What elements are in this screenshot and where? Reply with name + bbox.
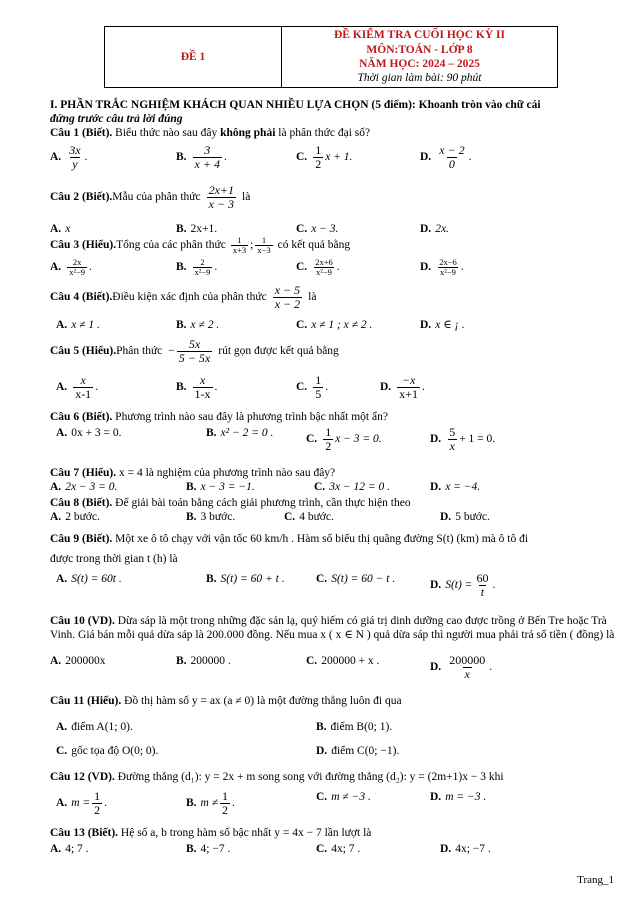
question-12: Câu 12 (VD). Đường thẳng (d₁): y = 2x + m song song với đường thẳng (d₂): y = (2m+1)x − 3 khi xyxy=(50,771,504,783)
option-c[interactable]: C. $\frac{1}{2}$ x − 3 = 0. xyxy=(306,425,382,453)
option-a[interactable]: A. $\frac{2x}{\text{x²−9}}$ . xyxy=(50,257,92,277)
option-a[interactable]: A. 2x − 3 = 0. xyxy=(50,481,118,493)
question-11-options-row2 xyxy=(50,744,610,760)
question-4: Câu 4 (Biết). Điều kiện xác định của phân thức $\frac{x - 5}{x - 2}$ là xyxy=(50,283,317,311)
option-d[interactable]: D. 5 bước. xyxy=(440,511,490,523)
option-b[interactable]: B. $\frac{3}{x + 4}$ . xyxy=(176,143,227,171)
option-c[interactable]: C. 200000 + x . xyxy=(306,655,380,667)
exam-info-cell xyxy=(282,27,557,87)
question-1-options xyxy=(50,144,610,174)
question-7: Câu 7 (Hiểu). x = 4 là nghiệm của phương trình nào sau đây? xyxy=(50,467,336,479)
question-7-options xyxy=(50,480,610,496)
option-c[interactable]: C. $\frac{1}{5}$ . xyxy=(296,373,329,401)
option-a[interactable]: A. 2 bước. xyxy=(50,511,100,523)
question-9-continued: được trong thời gian t (h) là xyxy=(50,553,178,565)
option-d[interactable]: D. $\frac{200000}{x}$ . xyxy=(430,653,493,681)
option-b[interactable]: B. x² − 2 = 0 . xyxy=(206,427,274,439)
exam-code: ĐỀ 1 xyxy=(180,50,206,63)
exam-year: NĂM HỌC: 2024 – 2025 xyxy=(359,58,480,70)
option-c[interactable]: C. $\frac{2x+6}{\text{x²−9}}$ . xyxy=(296,257,340,277)
exam-subject: MÔN:TOÁN - LỚP 8 xyxy=(366,43,473,56)
question-10: Câu 10 (VD). Dừa sáp là một trong những đặc sản lạ, quý hiếm có giá trị dinh dưỡng cao được trồng ở Bến Tre hoặc Trà Vinh. Giá bán mỗi quả dừa sáp là 200.000 đồng. Nếu mua x ( x ∈ N ) quả dừa sáp thì người mua phải trả số tiền ( đồng) là xyxy=(50,615,615,642)
option-c[interactable]: C. $\frac{1}{2}$ x + 1. xyxy=(296,143,353,171)
option-d[interactable]: D. 2x. xyxy=(420,223,449,235)
option-c[interactable]: C. S(t) = 60 − t . xyxy=(316,573,396,585)
option-b[interactable]: B. 200000 . xyxy=(176,655,231,667)
option-b[interactable]: B. 2x+1. xyxy=(176,223,218,235)
question-9-options xyxy=(50,572,610,602)
option-b[interactable]: B. 3 bước. xyxy=(186,511,236,523)
option-a[interactable]: A. $\frac{x}{x-1}$ . xyxy=(56,373,99,401)
question-8-options xyxy=(50,510,610,526)
option-b[interactable]: B. điểm B(0; 1). xyxy=(316,721,393,733)
option-c[interactable]: C. 3x − 12 = 0 . xyxy=(314,481,391,493)
question-11-options-row1 xyxy=(50,720,610,736)
option-a[interactable]: A. $\frac{3x}{y}$ . xyxy=(50,143,88,171)
question-6-options xyxy=(50,426,610,456)
section-heading-sub: đứng trước câu trả lời đúng xyxy=(50,113,183,125)
option-b[interactable]: B. $\frac{2}{\text{x²−9}}$ . xyxy=(176,257,218,277)
question-12-options xyxy=(50,790,610,820)
question-3: Câu 3 (Hiểu). Tổng của các phân thức $\frac{1}{x+3}$ ; $\frac{1}{x-3}$ có kết quả bằng xyxy=(50,235,351,255)
option-d[interactable]: D. $\frac{-x}{x+1}$ . xyxy=(380,373,425,401)
option-d[interactable]: D. S(t) = $\frac{60}{t}$ . xyxy=(430,571,496,599)
question-2: Câu 2 (Biết). Mẫu của phân thức $\frac{2x+1}{x - 3}$ là xyxy=(50,183,251,211)
exam-time: Thời gian làm bài: 90 phút xyxy=(357,72,482,85)
exam-code-cell xyxy=(105,27,282,87)
option-d[interactable]: D. $\frac{5}{x}$ + 1 = 0. xyxy=(430,425,496,453)
question-13: Câu 13 (Biết). Hệ số a, b trong hàm số bậc nhất y = 4x − 7 lần lượt là xyxy=(50,827,372,839)
option-d[interactable]: D. 4x; −7 . xyxy=(440,843,491,855)
question-10-options xyxy=(50,654,610,684)
option-a[interactable]: A. 4; 7 . xyxy=(50,843,89,855)
option-d[interactable]: D. $\frac{2x-6}{\text{x²−9}}$ . xyxy=(420,257,464,277)
option-c[interactable]: C. x ≠ 1 ; x ≠ 2 . xyxy=(296,319,373,331)
question-8: Câu 8 (Biết). Để giải bài toán bằng cách giải phương trình, cần thực hiện theo xyxy=(50,497,411,509)
option-d[interactable]: D. m = −3 . xyxy=(430,791,487,803)
option-a[interactable]: A. 0x + 3 = 0. xyxy=(56,427,122,439)
exam-title: ĐỀ KIỂM TRA CUỐI HỌC KỲ II xyxy=(333,29,506,42)
option-d[interactable]: D. $\frac{x - 2}{0}$ . xyxy=(420,143,472,171)
option-d[interactable]: D. x ∈ ¡ . xyxy=(420,319,465,331)
option-c[interactable]: C. x − 3. xyxy=(296,223,339,235)
option-b[interactable]: B. 4; −7 . xyxy=(186,843,231,855)
option-a[interactable]: A. S(t) = 60t . xyxy=(56,573,122,585)
question-3-options xyxy=(50,258,610,280)
option-b[interactable]: B. $\frac{x}{1-x}$ . xyxy=(176,373,218,401)
exam-header xyxy=(104,26,558,88)
question-13-options xyxy=(50,842,610,858)
page-number: Trang_1 xyxy=(577,874,614,887)
option-d[interactable]: D. x = −4. xyxy=(430,481,481,493)
option-b[interactable]: B. S(t) = 60 + t . xyxy=(206,573,285,585)
option-a[interactable]: A. điểm A(1; 0). xyxy=(56,721,133,733)
option-c[interactable]: C. m ≠ −3 . xyxy=(316,791,371,803)
option-a[interactable]: A. m = $\frac{1}{2}$ . xyxy=(56,789,108,817)
option-a[interactable]: A. x ≠ 1 . xyxy=(56,319,100,331)
option-c[interactable]: C. 4x; 7 . xyxy=(316,843,361,855)
option-c[interactable]: C. 4 bước. xyxy=(284,511,334,523)
option-c[interactable]: C. gốc tọa độ O(0; 0). xyxy=(56,745,159,757)
question-1: Câu 1 (Biết). Biểu thức nào sau đây không phải là phân thức đại số? xyxy=(50,127,371,139)
option-d[interactable]: D. điểm C(0; −1). xyxy=(316,745,400,757)
question-11: Câu 11 (Hiểu). Đồ thị hàm số y = ax (a ≠ 0) là một đường thẳng luôn đi qua xyxy=(50,695,402,707)
question-4-options xyxy=(50,318,610,334)
option-b[interactable]: B. m ≠ $\frac{1}{2}$ . xyxy=(186,789,235,817)
option-b[interactable]: B. x − 3 = −1. xyxy=(186,481,255,493)
question-6: Câu 6 (Biết). Phương trình nào sau đây là phương trình bậc nhất một ẩn? xyxy=(50,411,388,423)
option-b[interactable]: B. x ≠ 2 . xyxy=(176,319,220,331)
question-9: Câu 9 (Biết). Một xe ô tô chạy với vận tốc 60 km/h . Hàm số biểu thị quãng đường S(t) (km) mà ô tô đi xyxy=(50,533,529,545)
option-a[interactable]: A. 200000x xyxy=(50,655,106,667)
question-5: Câu 5 (Hiểu). Phân thức − $\frac{5x}{5 - 5x}$ rút gọn được kết quả bằng xyxy=(50,337,339,365)
section-heading: I. PHẦN TRẮC NGHIỆM KHÁCH QUAN NHIỀU LỰA CHỌN (5 điểm): Khoanh tròn vào chữ cái xyxy=(50,99,541,111)
question-5-options xyxy=(50,374,610,404)
option-a[interactable]: A. x xyxy=(50,223,71,235)
